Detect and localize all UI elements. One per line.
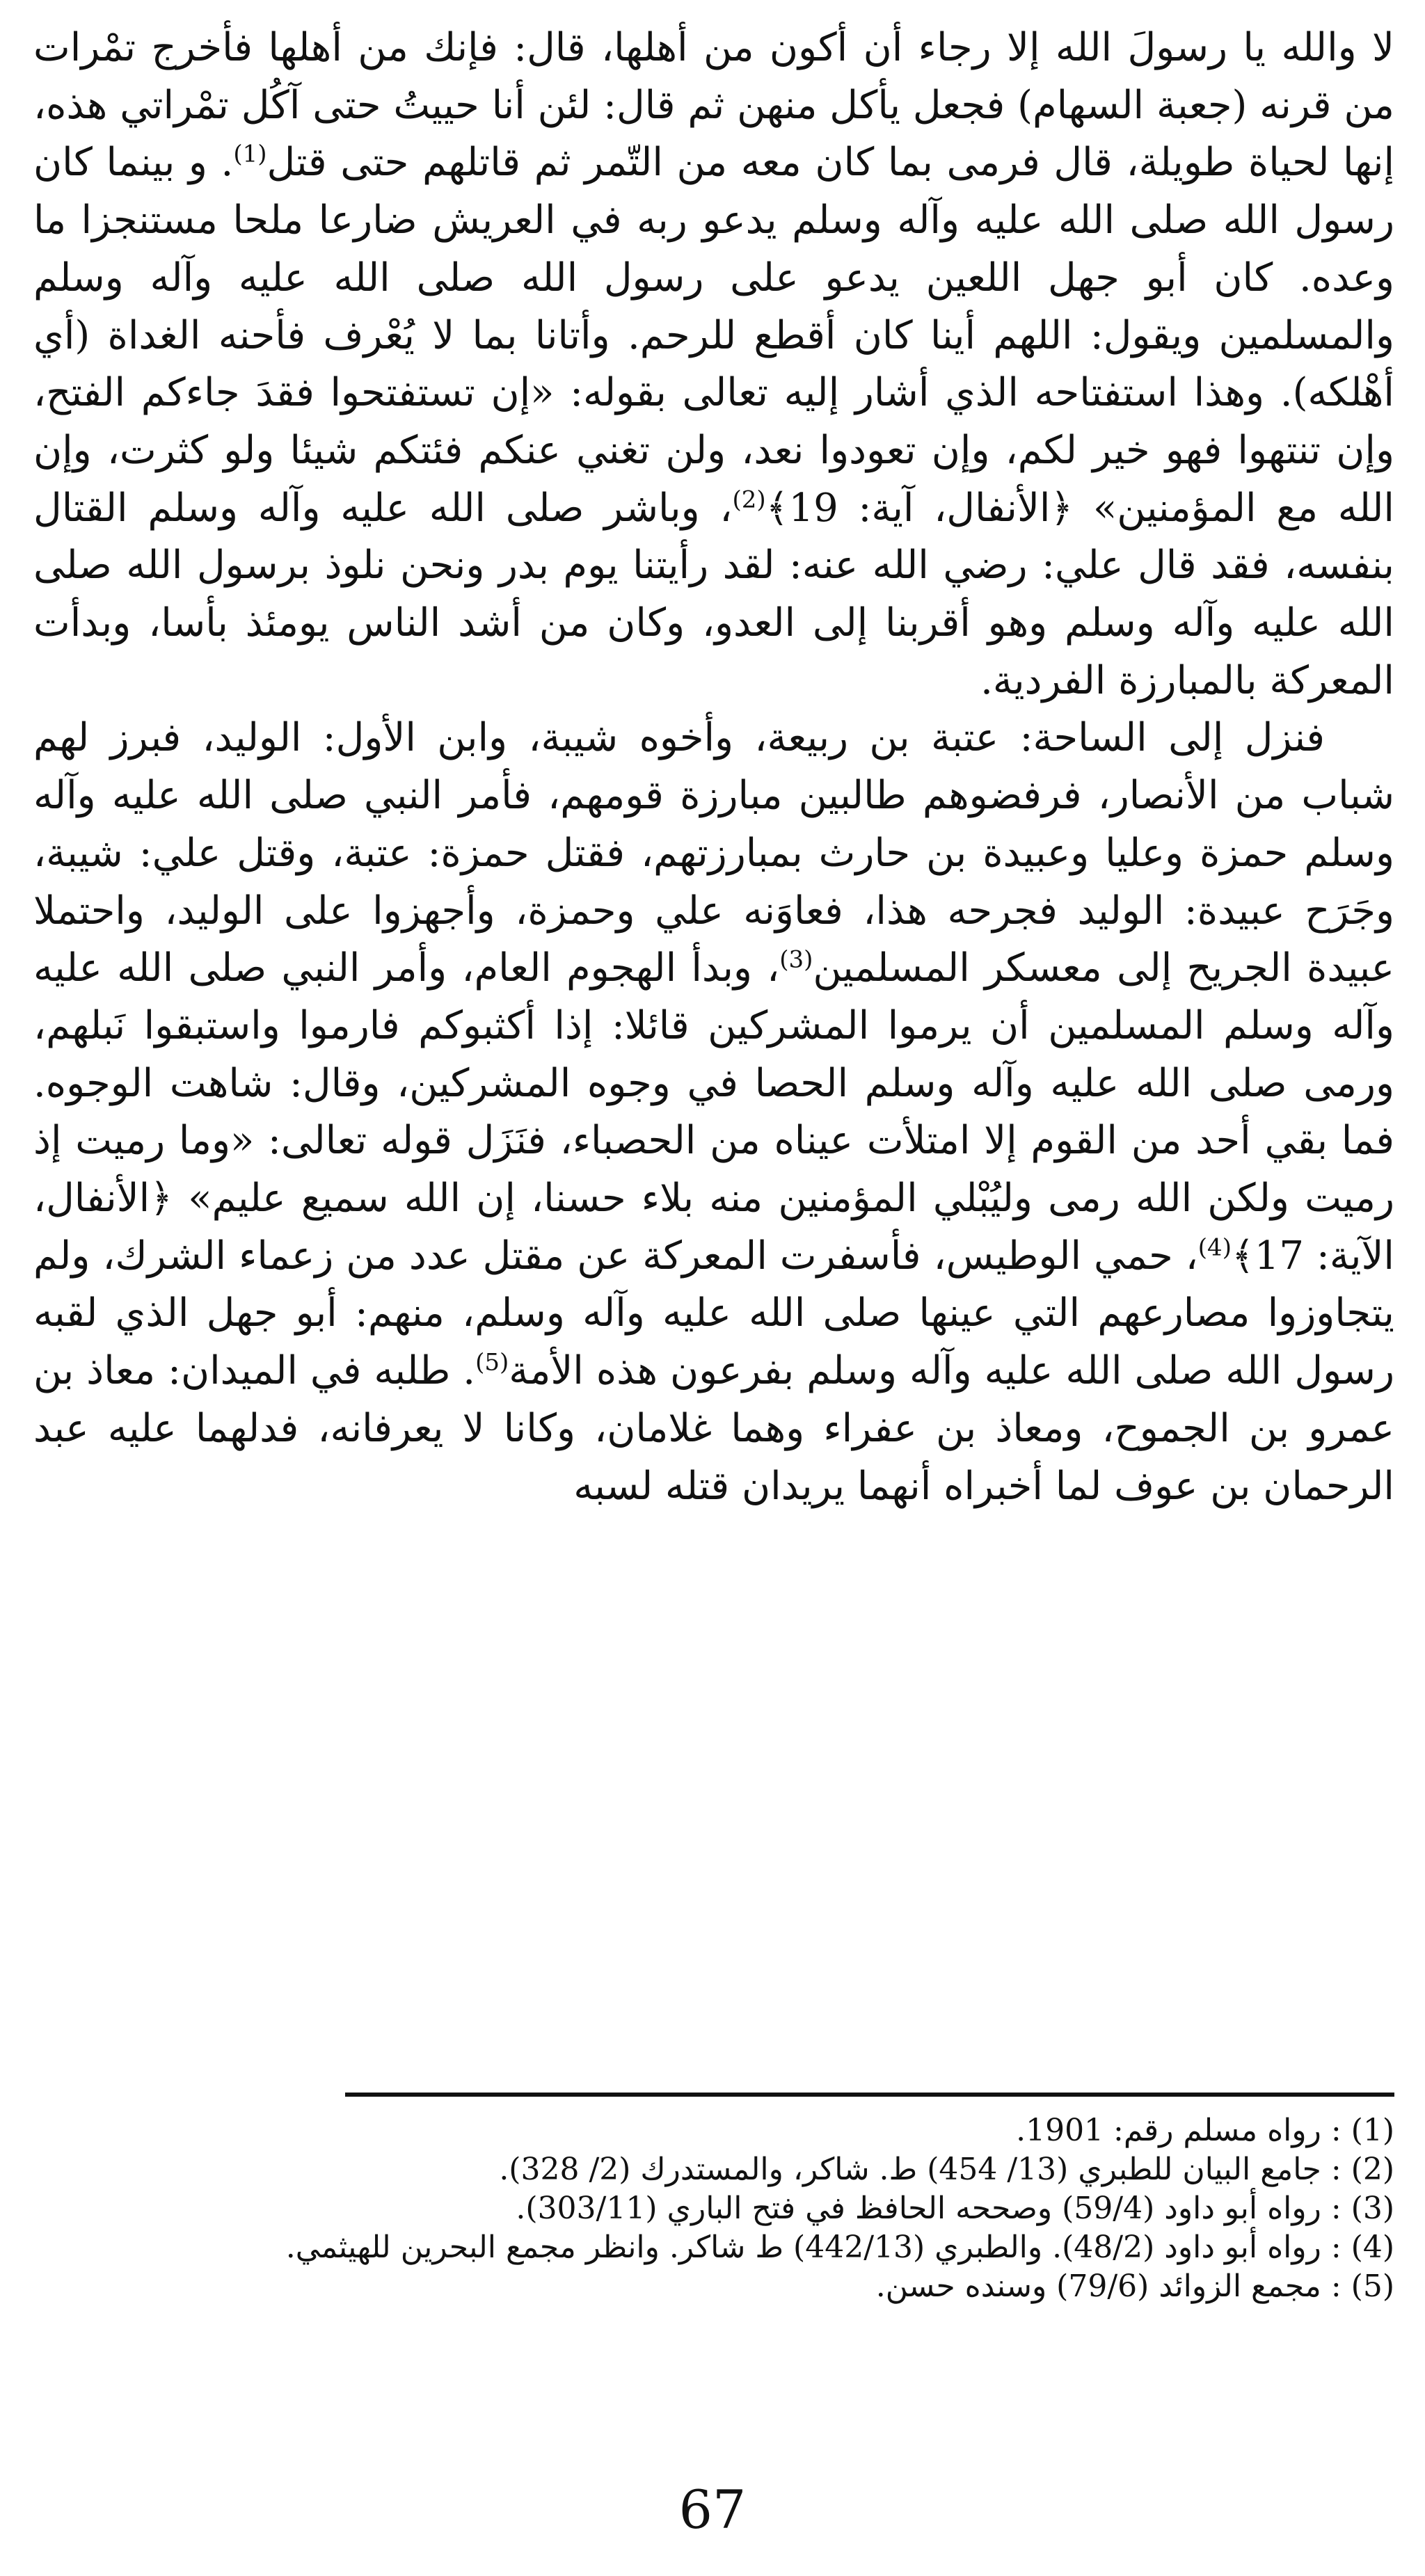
footnote-marker: (1) (233, 140, 267, 168)
page-number: 67 (678, 2479, 747, 2541)
footnote-5: (5) : مجمع الزوائد (79/6) وسنده حسن. (875, 2269, 1394, 2304)
footnotes (33, 2111, 1394, 2306)
footnote-marker: (5) (475, 1348, 509, 1377)
main-text (33, 19, 1394, 1515)
paragraph-1 (33, 19, 1394, 710)
footnote-marker: (4) (1197, 1233, 1232, 1262)
footnote-divider (345, 2093, 1394, 2097)
footnote-marker: (2) (732, 485, 766, 513)
text-segment: . طلبه في الميدان: معاذ بن عمرو بن الجموح، ومعاذ بن عفراء وهما غلامان، وكانا لا يعرفانه، فدلهما عليه عبد الرحمان بن عوف لما أخبراه أنهما يريدان قتله لسبه (33, 1348, 1394, 1509)
footnote-3: (3) : رواه أبو داود (59/4) وصححه الحافظ في فتح الباري (303/11). (516, 2191, 1394, 2226)
text-segment: ، حمي الوطيس، فأسفرت المعركة عن مقتل عدد من زعماء الشرك، ولم يتجاوزوا مصارعهم التي عينها صلى الله عليه وآله وسلم، منهم: أبو جهل الذي لقبه رسول الله صلى الله عليه وآله وسلم بفرعون هذه الأمة (33, 1233, 1394, 1394)
text-segment: لا والله يا رسولَ الله إلا رجاء أن أكون من أهلها، قال: فإنك من أهلها فأخرج تمْرات من قرنه (جعبة السهام) فجعل يأكل منهن ثم قال: لئن أنا حييتُ حتى آكُل تمْراتي هذه، إنها لحياة طويلة، قال فرمى بما كان معه من التّمر ثم قاتلهم حتى قتل (33, 25, 1395, 186)
text-segment: ، وبدأ الهجوم العام، وأمر النبي صلى الله عليه وآله وسلم المسلمين أن يرموا المشركين قائلا: إذا أكثبوكم فارموا واستبقوا نَبلهم، ورمى صلى الله عليه وآله وسلم الحصا في وجوه المشركين، وقال: شاهت الوجوه. فما بقي أحد من القوم إلا امتلأت عيناه من الحصباء، فنَزَل قوله تعالى: «وما رميت إذ رميت ولكن الله رمى وليُبْلي المؤمنين منه بلاء حسنا، إن الله سميع عليم» ﴿الأنفال، الآية: 17﴾ (33, 945, 1395, 1279)
paragraph-2 (33, 710, 1394, 1515)
footnote-4: (4) : رواه أبو داود (48/2). والطبري (442/13) ط شاكر. وانظر مجمع البحرين للهيثمي. (285, 2230, 1394, 2265)
footnote-marker: (3) (779, 945, 813, 974)
text-segment: . و بينما كان رسول الله صلى الله عليه وآله وسلم يدعو ربه في العريش ضارعا ملحا مستنجزا ما وعده. كان أبو جهل اللعين يدعو على رسول الله صلى الله عليه وآله وسلم والمسلمين ويقول: اللهم أينا كان أقطع للرحم. وأتانا بما لا يُعْرف فأحنه الغداة (أي أهْلكه). وهذا استفتاحه الذي أشار إليه تعالى بقوله: «إن تستفتحوا فقدَ جاءكم الفتح، وإن تنتهوا فهو خير لكم، وإن تعودوا نعد، ولن تغني عنكم فئتكم شيئا ولو كثرت، وإن الله مع المؤمنين» ﴿الأنفال، آية: 19﴾ (33, 140, 1394, 531)
text-segment: ، وباشر صلى الله عليه وآله وسلم القتال بنفسه، فقد قال علي: رضي الله عنه: لقد رأيتنا يوم بدر ونحن نلوذ برسول الله صلى الله عليه وآله وسلم وهو أقربنا إلى العدو، وكان من أشد الناس يومئذ بأسا، وبدأت المعركة بالمبارزة الفردية. (33, 485, 1394, 703)
footnote-2: (2) : جامع البيان للطبري (13/ 454) ط. شاكر، والمستدرك (2/ 328). (499, 2152, 1394, 2187)
text-segment: فنزل إلى الساحة: عتبة بن ربيعة، وأخوه شيبة، وابن الأول: الوليد، فبرز لهم شباب من الأنصار، فرفضوهم طالبين مبارزة قومهم، فأمر النبي صلى الله عليه وآله وسلم حمزة وعليا وعبيدة بن حارث بمبارزتهم، فقتل حمزة: عتبة، وقتل علي: شيبة، وجَرَح عبيدة: الوليد فجرحه هذا، فعاوَنه علي وحمزة، وأجهزوا على الوليد، واحتملا عبيدة الجريح إلى معسكر المسلمين (33, 715, 1394, 991)
footnote-1: (1) : رواه مسلم رقم: 1901. (1016, 2113, 1394, 2148)
